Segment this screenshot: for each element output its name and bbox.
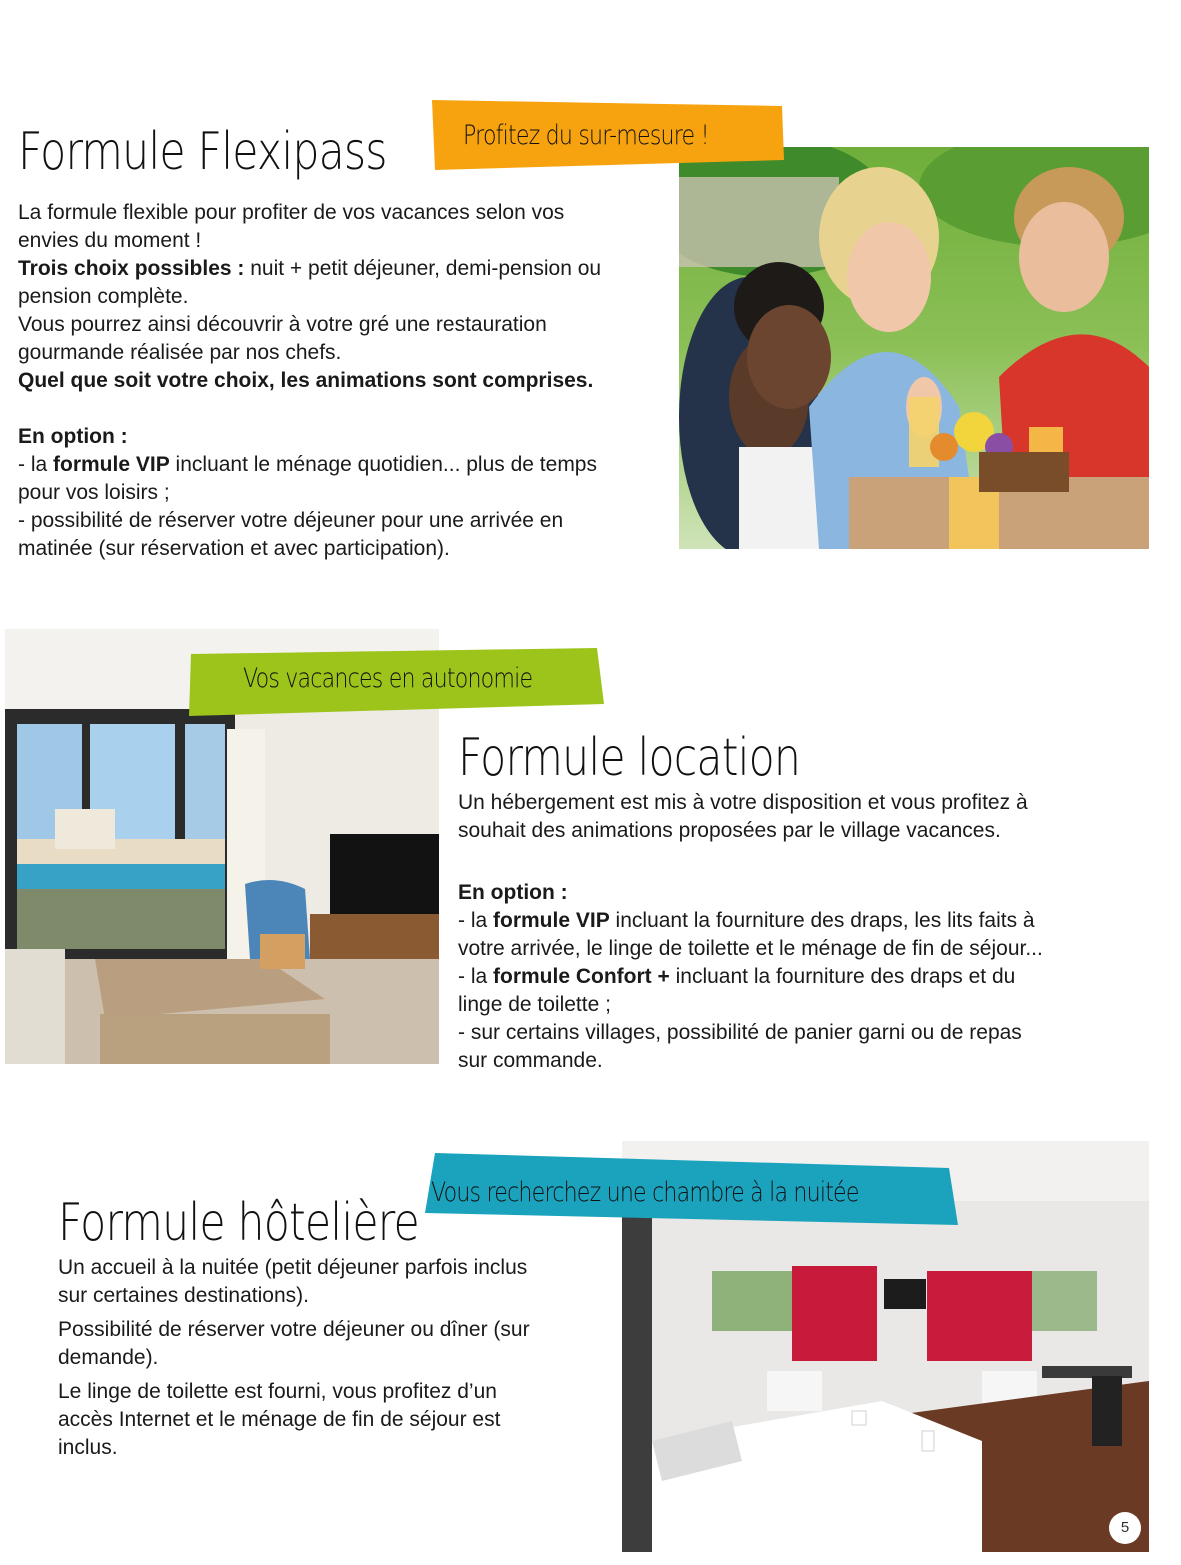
text-line: pour vos loisirs ;: [18, 481, 170, 504]
location-tag: [189, 648, 604, 716]
text-line: souhait des animations proposées par le village vacances.: [458, 819, 1001, 842]
hotel-body: [58, 1254, 618, 1462]
bold-text: Quel que soit votre choix, les animations sont comprises.: [18, 369, 594, 392]
text-line: - la formule VIP incluant la fourniture des draps, les lits faits à: [458, 909, 1035, 932]
spacer: [18, 395, 668, 423]
flexipass-body: [18, 199, 668, 563]
hotel-title: Formule hôtelière: [58, 1193, 419, 1253]
text-line: sur certaines destinations).: [58, 1284, 309, 1307]
text-line: - possibilité de réserver votre déjeuner pour une arrivée en: [18, 509, 564, 532]
text-line: matinée (sur réservation et avec participation).: [18, 537, 450, 560]
text-line: accès Internet et le ménage de fin de séjour est: [58, 1408, 501, 1431]
text-line: Un accueil à la nuitée (petit déjeuner parfois inclus: [58, 1256, 528, 1279]
text-line: pension complète.: [18, 285, 189, 308]
text-line: - sur certains villages, possibilité de panier garni ou de repas: [458, 1021, 1022, 1044]
text-line: votre arrivée, le linge de toilette et le ménage de fin de séjour...: [458, 937, 1043, 960]
text-line: gourmande réalisée par nos chefs.: [18, 341, 342, 364]
spacer: [458, 845, 1178, 879]
flexipass-tag: [432, 100, 784, 170]
text-line: Le linge de toilette est fourni, vous profitez d’un: [58, 1380, 497, 1403]
text-line: - la formule Confort + incluant la fourniture des draps et du: [458, 965, 1016, 988]
text-line: inclus.: [58, 1436, 118, 1459]
location-tag-text: Vos vacances en autonomie: [243, 663, 533, 694]
text-line: envies du moment !: [18, 229, 202, 252]
flexipass-tag-text: Profitez du sur-mesure !: [463, 120, 709, 151]
bold-text: formule Confort +: [493, 965, 670, 988]
text: nuit + petit déjeuner, demi-pension ou: [244, 257, 602, 280]
bold-text: formule VIP: [493, 909, 610, 932]
text-line: - la formule VIP incluant le ménage quotidien... plus de temps: [18, 453, 597, 476]
flexipass-title: Formule Flexipass: [18, 122, 387, 182]
option-title: En option :: [18, 425, 128, 448]
hotel-tag-text: Vous recherchez une chambre à la nuitée: [431, 1177, 859, 1208]
hotel-tag: [425, 1153, 958, 1225]
text-line: linge de toilette ;: [458, 993, 611, 1016]
text-line: [18, 367, 668, 395]
text-line: Vous pourrez ainsi découvrir à votre gré une restauration: [18, 313, 547, 336]
text-line: sur commande.: [458, 1049, 603, 1072]
friends-photo: [679, 147, 1149, 549]
text-line: [18, 255, 668, 283]
bold-text: formule VIP: [53, 453, 170, 476]
text-line: Possibilité de réserver votre déjeuner ou dîner (sur: [58, 1318, 530, 1341]
page-number-badge: 5: [1109, 1512, 1141, 1544]
location-body: [458, 789, 1178, 1075]
text-line: Un hébergement est mis à votre disposition et vous profitez à: [458, 791, 1028, 814]
text-line: La formule flexible pour profiter de vos vacances selon vos: [18, 201, 565, 224]
bold-text: Trois choix possibles :: [18, 257, 245, 280]
option-title: En option :: [458, 881, 568, 904]
location-title: Formule location: [458, 728, 801, 788]
text-line: demande).: [58, 1346, 159, 1369]
